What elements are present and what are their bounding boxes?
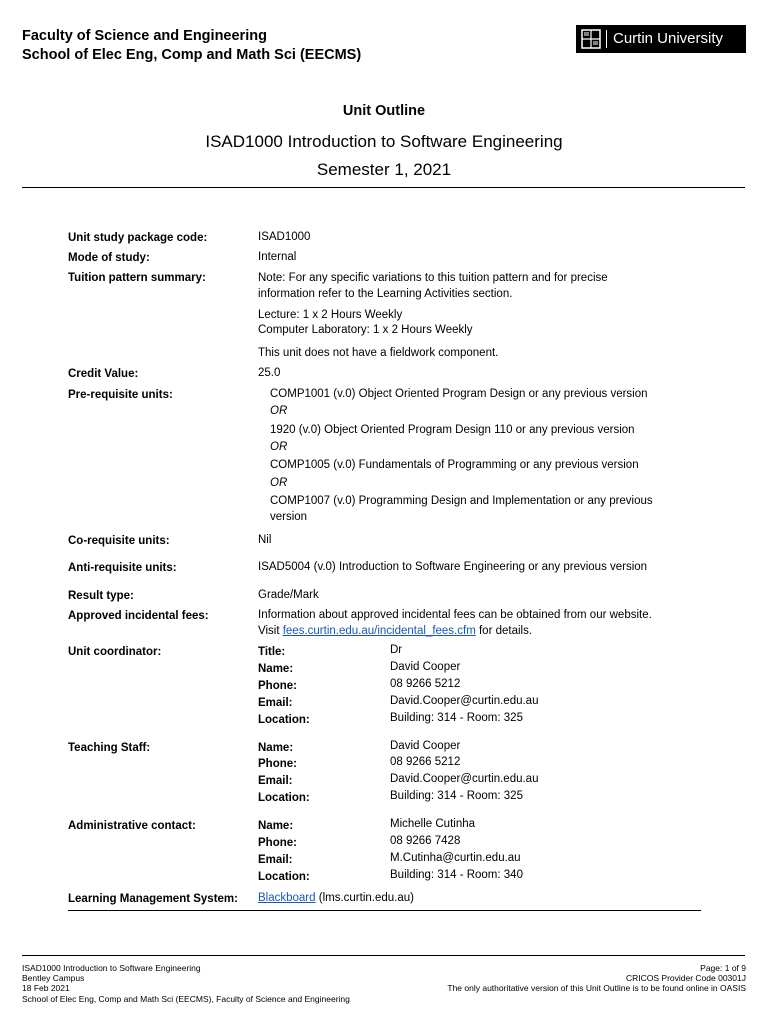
prereq-2: 1920 (v.0) Object Oriented Program Design 110 or any previous version [270, 424, 635, 436]
teaching-label: Teaching Staff: [68, 742, 151, 754]
fees-visit: Visit [258, 625, 283, 637]
faculty-name: Faculty of Science and Engineering [22, 28, 267, 44]
coreq: Nil [258, 534, 272, 546]
coord-title-label: Title: [258, 646, 286, 658]
teach-location-label: Location: [258, 792, 310, 804]
doc-type: Unit Outline [342, 103, 426, 119]
fees-visit-line [258, 623, 532, 639]
teach-location: Building: 314 - Room: 325 [390, 790, 523, 802]
teach-email: David.Cooper@curtin.edu.au [390, 773, 539, 785]
tuition-note-1: Note: For any specific variations to this tuition pattern and for precise [258, 272, 608, 284]
section-divider [68, 910, 701, 911]
fees-after: for details. [475, 625, 533, 637]
credit-label: Credit Value: [68, 368, 139, 380]
logo-text: Curtin University [613, 30, 724, 47]
lecture: Lecture: 1 x 2 Hours Weekly [258, 309, 403, 321]
fieldwork: This unit does not have a fieldwork component. [258, 347, 499, 359]
prereq-4a: COMP1007 (v.0) Programming Design and Implementation or any previous [270, 495, 653, 507]
semester: Semester 1, 2021 [316, 160, 452, 179]
admin-location: Building: 314 - Room: 340 [390, 869, 523, 881]
faculty-header [22, 27, 361, 65]
footer-cricos: CRICOS Provider Code 00301J [625, 973, 746, 983]
teach-name-label: Name: [258, 742, 294, 754]
admin-email-label: Email: [258, 854, 293, 866]
blackboard-link[interactable]: Blackboard [258, 892, 316, 904]
fees-info: Information about approved incidental fees can be obtained from our website. [258, 609, 652, 621]
lab: Computer Laboratory: 1 x 2 Hours Weekly [258, 324, 473, 336]
lms-after: (lms.curtin.edu.au) [315, 892, 414, 904]
admin-location-label: Location: [258, 871, 310, 883]
admin-phone-label: Phone: [258, 837, 297, 849]
antireq: ISAD5004 (v.0) Introduction to Software Engineering or any previous version [258, 561, 648, 573]
footer-page: Page: 1 of 9 [700, 963, 746, 973]
prereq-label: Pre-requisite units: [68, 389, 173, 401]
footer-authoritative: The only authoritative version of this Unit Outline is to be found online in OASIS [447, 983, 746, 993]
footer-date: 18 Feb 2021 [22, 983, 70, 993]
admin-email: M.Cutinha@curtin.edu.au [390, 852, 521, 864]
footer-divider [22, 955, 745, 956]
tuition-label: Tuition pattern summary: [68, 272, 206, 284]
coord-name: David Cooper [390, 661, 461, 673]
school-name: School of Elec Eng, Comp and Math Sci (EECMS) [22, 47, 362, 63]
admin-phone: 08 9266 7428 [390, 835, 461, 847]
fees-label: Approved incidental fees: [68, 610, 209, 622]
teach-phone: 08 9266 5212 [390, 756, 461, 768]
coord-name-label: Name: [258, 663, 294, 675]
coord-email: David.Cooper@curtin.edu.au [390, 695, 539, 707]
admin-name: Michelle Cutinha [390, 818, 476, 830]
coord-location-label: Location: [258, 714, 310, 726]
admin-label: Administrative contact: [68, 820, 196, 832]
or-2: OR [270, 441, 288, 453]
coord-phone-label: Phone: [258, 680, 297, 692]
footer-unit: ISAD1000 Introduction to Software Engineering [22, 963, 201, 973]
antireq-label: Anti-requisite units: [68, 562, 177, 574]
teach-phone-label: Phone: [258, 758, 297, 770]
result-label: Result type: [68, 590, 134, 602]
tuition-note-2: information refer to the Learning Activities section. [258, 288, 513, 300]
or-1: OR [270, 405, 288, 417]
divider [22, 187, 745, 188]
package-code: ISAD1000 [258, 231, 311, 243]
mode-label: Mode of study: [68, 252, 150, 264]
prereq-1: COMP1001 (v.0) Object Oriented Program Design or any previous version [270, 388, 648, 400]
coord-location: Building: 314 - Room: 325 [390, 712, 523, 724]
fees-link[interactable]: fees.curtin.edu.au/incidental_fees.cfm [282, 625, 476, 637]
admin-name-label: Name: [258, 820, 294, 832]
lms-line [258, 890, 414, 906]
credit: 25.0 [258, 367, 281, 379]
crest-icon [581, 29, 601, 49]
mode: Internal [258, 251, 297, 263]
result: Grade/Mark [258, 589, 319, 601]
coord-phone: 08 9266 5212 [390, 678, 461, 690]
coord-title: Dr [390, 644, 403, 656]
coordinator-label: Unit coordinator: [68, 646, 162, 658]
footer-school: School of Elec Eng, Comp and Math Sci (EECMS), Faculty of Science and Engineering [22, 994, 350, 1004]
curtin-logo [576, 25, 746, 53]
unit-title: ISAD1000 Introduction to Software Engineering [205, 132, 563, 151]
package-code-label: Unit study package code: [68, 232, 208, 244]
footer-campus: Bentley Campus [22, 973, 85, 983]
teach-email-label: Email: [258, 775, 293, 787]
teach-name: David Cooper [390, 740, 461, 752]
lms-label: Learning Management System: [68, 893, 238, 905]
prereq-3: COMP1005 (v.0) Fundamentals of Programming or any previous version [270, 459, 639, 471]
prereq-4b: version [270, 511, 308, 523]
coord-email-label: Email: [258, 697, 293, 709]
or-3: OR [270, 477, 288, 489]
coreq-label: Co-requisite units: [68, 535, 170, 547]
